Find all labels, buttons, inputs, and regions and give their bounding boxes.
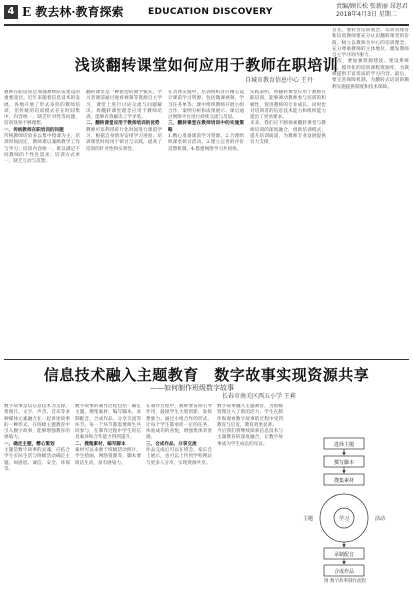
article2-heading: 二、搜集素材，编写脚本 [75, 441, 126, 447]
article2-text: 主题是数字故事的灵魂，应结合学生实际生活与班级活动确定主题，如感恩、诚信、安全、环保等。 [4, 448, 70, 472]
article1-column-5 [332, 28, 409, 355]
page-header [0, 0, 413, 25]
article1-title: 浅谈翻转课堂如何应用于教师在职培训 [74, 56, 339, 74]
article2-column-2 [75, 404, 141, 590]
article2-column-4 [217, 404, 283, 590]
article2-text: 数字故事的制作过程包括：确定主题、搜集素材、编写脚本、录制配音、合成作品、分享交流等环节。每一个环节都需要师生共同参与，在制作过程中学生的信息素养和合作能力得到提升。 [75, 404, 141, 441]
article2-byline: 长春市南关区西五小学 王莉 [222, 393, 296, 400]
section-title: E 教去林·教育探索 [22, 5, 124, 19]
diagram-node: 撰写脚本 [333, 460, 355, 466]
article2-heading: 三、合成作品，分享交流 [146, 441, 197, 447]
flow-diagram-svg [288, 434, 400, 580]
article1-column-1 [4, 90, 80, 355]
article1-column-4 [250, 90, 326, 355]
flow-diagram [288, 434, 400, 580]
editor-line: 责编/顾长松 张新丽 昂思君 [336, 3, 408, 10]
diagram-center-label: 学习 [338, 516, 350, 522]
diagram-right-label: 活动 [374, 516, 386, 522]
article1-text: 教师可以利用碎片化时间进行课前学习，根据自身情况安排学习进度；培训课堂时间用于研讨与实践，提高了培训的针对性和实效性。 [86, 127, 162, 152]
article1-text: 翻转课堂是一种新型的教学模式，学习者课前通过观看视频等资源自主学习，课堂上进行讨论交流与问题解决。将翻转课堂理念应用于教师培训，能够有效解决工学矛盾。 [86, 90, 162, 121]
article2-text: 数字故事融入主题教育，为班级管理注入了新的活力。学生在制作和观看数字故事的过程中受到教育与启发，教育效果显著。 [217, 404, 283, 428]
article1-text: 实践表明，将翻转课堂应用于教师在职培训，能够调动教师参与培训的积极性，促进教师的专业成长。同时也对培训者的信息技术能力和组织能力提出了更高要求。 [250, 90, 326, 121]
diagram-node: 搜集素材 [333, 478, 355, 484]
article1-text: 首先，要转变培训观念。培训管理者和培训教师要充分认识翻转课堂的价值，树立以教师为中心的培训理念，充分尊重教师的主体地位，激发教师自主学习的内驱力。 [332, 28, 409, 59]
section-title-english: EDUCATION DISCOVERY [148, 7, 273, 17]
article1-heading: 三、翻转课堂在教师培训中的实施策略 [168, 121, 244, 133]
article2-text: 数字故事是以信息技术为支撑，将图片、文字、声音、音乐等多种媒体元素融合在一起讲述故事的一种形式。在班级主题教育中引入数字故事，能够增强教育的感染力。 [4, 404, 70, 441]
article2-text: 今后我们将继续探索信息技术与主题教育的深度融合，让数字故事成为学生成长的见证。 [217, 429, 283, 447]
article2-text: 在制作过程中，教师要发挥引导作用，鼓励学生大胆创新，发挥想象力。通过小组合作的形式，让每个学生都承担一定的任务，体验成功的喜悦，增强集体荣誉感。 [146, 404, 212, 441]
article2-subtitle: ——如何制作班级数字故事 [150, 384, 234, 392]
article1-heading: 二、翻转课堂应用于教师培训的优势 [86, 121, 160, 127]
article1-byline: 自城市教育信息中心 王丹 [245, 77, 313, 84]
date-line: 2018年4月3日 星期二 [336, 11, 397, 18]
article1-text: 其次，要加强资源建设。建设系统化、模块化的培训课程资源库，为教师提供丰富优质的学习内容。最后，要完善保障机制，为翻转式培训的顺利实施提供制度和技术保障。 [332, 59, 409, 90]
article2-column-3 [146, 404, 212, 590]
article2-text: 素材可以来源于班级活动照片、学生绘画、网络资源等，脚本要简洁生动，富有感染力。 [75, 448, 141, 466]
diagram-node: 选择主题 [333, 442, 355, 448]
article-divider [4, 359, 409, 360]
editor-meta [336, 3, 410, 19]
article1-text: 在具体实施中，培训组织者应精心设计课前学习资源，包括微课视频、学习任务单等；课中组织教师开展小组合作、案例分析和成果展示；课后通过网络平台进行持续交流与反思。 [168, 90, 244, 121]
header-rule [4, 24, 409, 26]
article1-column-2 [86, 90, 162, 355]
article2-text: 作品完成后可以在班会、家长会上展示，也可以上传到学校网站与更多人分享，实现资源共享。 [146, 448, 212, 466]
article1-text: 1.精心准备课前学习资源。2.合理组织课堂研讨活动。3.建立完善的评价反馈机制。4.搭建网络学习共同体。 [168, 134, 244, 152]
article1-text: 教师在职培训是加强教师队伍建设的重要途径。近年来随着信息技术的发展，各地开展了形式多样的教师培训，但传统的培训模式存在时间集中、内容统一、缺乏针对性等问题，培训效果不够理想。 [4, 90, 80, 127]
diagram-left-label: 主题 [302, 516, 314, 522]
article1-text: 传统教师培训多以集中授课为主，培训时间固定，教师难以兼顾教学工作与学习；培训内容统一，难以满足不同教师的个性化需求；培训方式单一，缺乏互动与反馈。 [4, 134, 80, 165]
diagram-node: 合成作品 [333, 569, 355, 575]
article1-heading: 一、传统教师在职培训的问题 [4, 127, 64, 133]
article2-column-1 [4, 404, 70, 590]
article2-heading: 一、确定主题，精心策划 [4, 441, 55, 447]
article1-text: 未来，我们应不断探索翻转课堂与教师培训的深度融合，创新培训模式，提升培训质量，为教师专业发展提供有力支撑。 [250, 121, 326, 146]
diagram-node: 录制配音 [333, 552, 355, 558]
page-number: 4 [4, 5, 18, 19]
article1-column-3 [168, 90, 244, 355]
diagram-caption: 图 数字故事制作流程 [324, 579, 366, 584]
article2-title: 信息技术融入主题教育 数字故事实现资源共享 [43, 366, 370, 384]
